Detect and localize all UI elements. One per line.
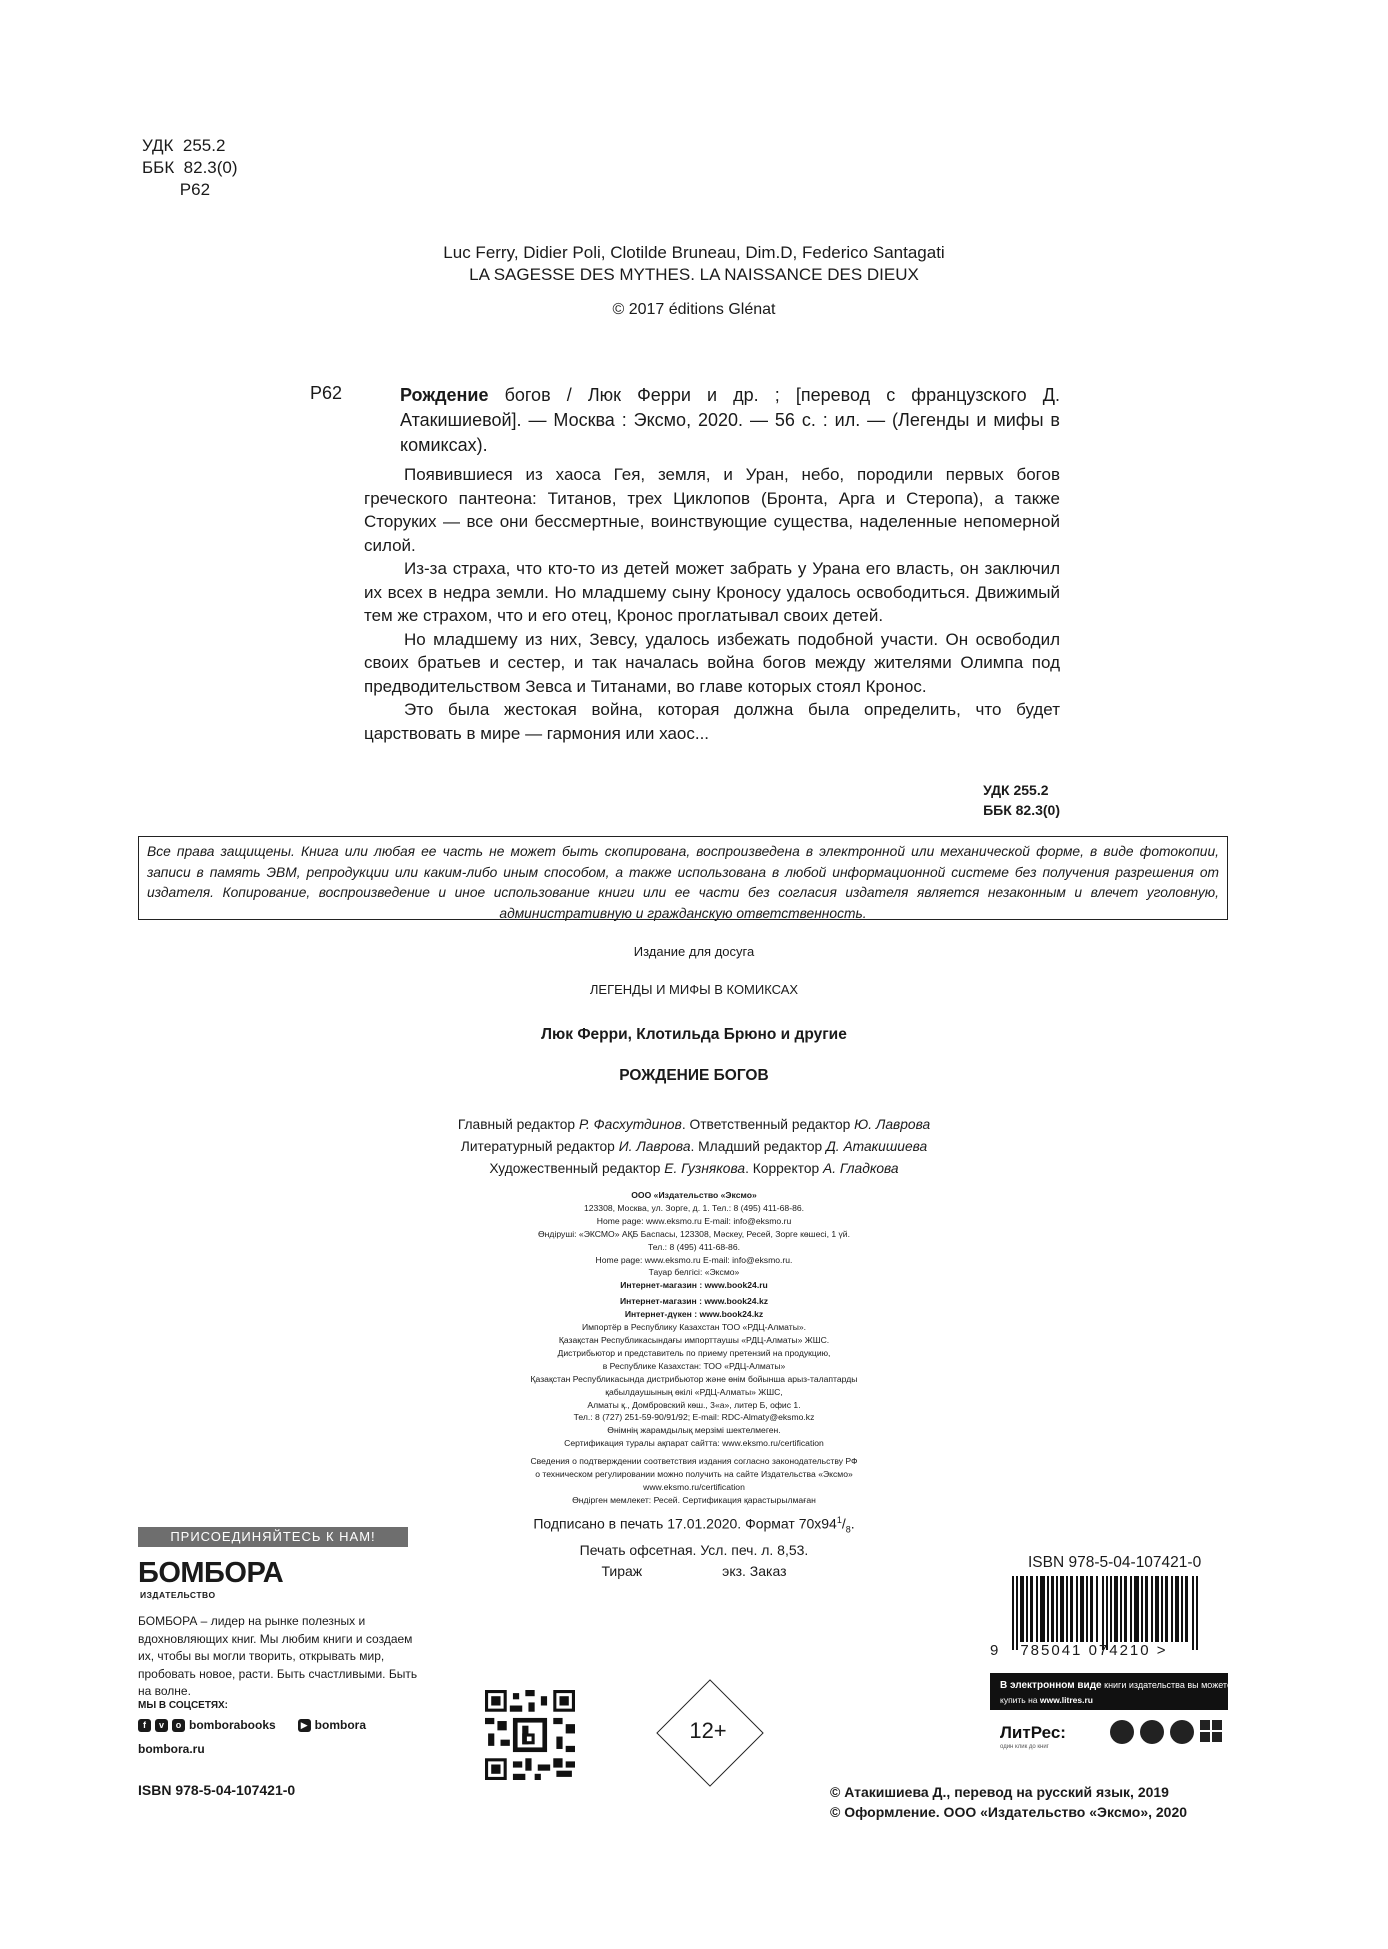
leisure-label: Издание для досуга — [633, 944, 755, 959]
litres-tagline: один клик до книг — [1000, 1744, 1049, 1750]
publisher-line: Тел.: 8 (495) 411-68-86. — [648, 1241, 740, 1252]
litres-line2: купить на www.litres.ru — [1000, 1695, 1093, 1705]
publisher-line: Интернет-магазин : www.book24.ru — [620, 1280, 768, 1291]
annotation-paragraph: Но младшему из них, Зевсу, удалось избежать подобной участи. Он освободил своих братьев и сестер, и так началась война богов между жителями Олимпа под предводительством Зевса и Титанами, во главе которых стоял Кронос. — [364, 629, 1060, 696]
apple-icon — [1110, 1720, 1134, 1744]
annotation — [364, 463, 1060, 745]
udk-block — [142, 135, 238, 201]
social-handle: bomborabooks — [189, 1718, 276, 1732]
book-authors: Люк Ферри, Клотильда Брюно и другие — [541, 1026, 847, 1043]
publisher-line: Импортёр в Республику Казахстан ТОО «РДЦ-Алматы». — [581, 1322, 807, 1333]
publisher-line: Интернет-магазин : www.book24.kz — [619, 1296, 769, 1307]
editors — [0, 1114, 1388, 1180]
publisher-line: Алматы қ., Домбровский көш., 3«а», литер Б, офис 1. — [587, 1399, 801, 1410]
publisher-line: www.eksmo.ru/certification — [643, 1481, 745, 1492]
original-title: LA SAGESSE DES MYTHES. LA NAISSANCE DES DIEUX — [469, 265, 919, 284]
series-name: ЛЕГЕНДЫ И МИФЫ В КОМИКСАХ — [589, 982, 799, 997]
join-banner: ПРИСОЕДИНЯЙТЕСЬ К НАМ! — [138, 1527, 408, 1547]
editors-line: Литературный редактор И. Лаврова. Младший редактор Д. Атакишиева — [460, 1139, 928, 1154]
social-handle: bombora — [314, 1718, 367, 1732]
publisher-line: Өндіруші: «ЭКСМО» АҚБ Баспасы, 123308, Мәскеу, Ресей, Зорге көшесі, 1 үй. — [538, 1228, 850, 1239]
publisher-line: Home page: www.eksmo.ru E-mail: info@eksmo.ru. — [595, 1254, 793, 1265]
publisher-line: Қазақстан Республикасындағы импорттаушы «РДЦ-Алматы» ЖШС. — [558, 1334, 830, 1345]
translation-copyright — [830, 1782, 1187, 1822]
social-heading: МЫ В СОЦСЕТЯХ: — [138, 1700, 229, 1711]
vk-icon: v — [155, 1719, 168, 1732]
editors-line: Главный редактор Р. Фасхутдинов. Ответственный редактор Ю. Лаврова — [457, 1117, 931, 1132]
publisher-line: Тел.: 8 (727) 251-59-90/91/92; E-mail: RDC-Almaty@eksmo.kz — [573, 1412, 815, 1423]
udk-code: УДК 255.2 — [142, 136, 226, 155]
udk-right — [983, 780, 1060, 820]
bombora-logo: БОМБОРА — [138, 1557, 284, 1589]
annotation-paragraph: Появившиеся из хаоса Гея, земля, и Уран, небо, породили первых богов греческого пантеона: Титанов, трех Циклопов (Бронта, Арга и Стеропа), а также Сторуких — все они бессмертные, воинствующие существа, наделенные непомерной силой. — [364, 465, 1060, 555]
publisher-line: в Республике Казахстан: ТОО «РДЦ-Алматы» — [602, 1360, 786, 1371]
copyright-line: © Оформление. ООО «Издательство «Эксмо», 2020 — [830, 1804, 1188, 1820]
publisher-line: Сертификация туралы ақпарат сайтта: www.eksmo.ru/certification — [564, 1438, 824, 1449]
print-signed: Подписано в печать 17.01.2020. Формат $70x94^1/_8$. — [533, 1515, 855, 1535]
publisher-line: 123308, Москва, ул. Зорге, д. 1. Тел.: 8 (495) 411-68-86. — [583, 1202, 805, 1213]
rights-notice: Все права защищены. Книга или любая ее часть не может быть скопирована, воспроизведена в электронной или механической форме, в виде фотокопии, записи в память ЭВМ, репродукции или каким-либо иным способом, а также использована в любой информационной системе без получения разрешения от издателя. Копирование, воспроизведение и иное использование книги или ее части без согласия издателя является незаконным и влечет уголовную, административную и гражданскую ответственность. — [138, 836, 1228, 920]
publisher-line: ООО «Издательство «Эксмо» — [631, 1190, 757, 1200]
publisher-line: Home page: www.eksmo.ru E-mail: info@eksmo.ru — [596, 1215, 792, 1226]
windows-icon — [1200, 1720, 1224, 1744]
publisher-line: Өнімнің жарамдылық мерзімі шектелмеген. — [607, 1425, 781, 1436]
publisher-line: Интернет-дүкен : www.book24.kz — [624, 1309, 764, 1320]
publisher-line: Сведения о подтверждении соответствия издания согласно законодательству РФ — [530, 1456, 858, 1467]
qr-code — [485, 1690, 575, 1780]
publisher-line: қабылдаушының өкілі «РДЦ-Алматы» ЖШС, — [605, 1386, 783, 1397]
bbk-code: ББК 82.3(0) — [142, 158, 238, 177]
print-run: Тираж экз. Заказ — [601, 1563, 787, 1580]
bombora-site: bombora.ru — [138, 1742, 205, 1756]
udk-right-udk: УДК 255.2 — [983, 782, 1049, 798]
editors-line: Художественный редактор Е. Гузнякова. Корректор А. Гладкова — [489, 1161, 899, 1176]
litres-block — [990, 1673, 1232, 1769]
publisher-line: о техническом регулировании можно получить на сайте Издательства «Эксмо» — [535, 1469, 853, 1480]
author-sign: Р62 — [142, 180, 211, 199]
biblio-record — [400, 383, 1060, 458]
biblio-title: Рождение — [400, 385, 489, 405]
bombora-about: БОМБОРА – лидер на рынке полезных и вдохновляющих книг. Мы любим книги и создаем их, чтобы вы могли творить, открывать мир, пробовать новое, расти. Быть счастливыми. Быть на волне. — [138, 1614, 418, 1698]
publisher-line: Дистрибьютор и представитель по приему претензий на продукцию, — [557, 1347, 831, 1358]
age-rating: 12+ — [689, 1718, 727, 1743]
copyright-line: © Атакишиева Д., перевод на русский язык, 2019 — [830, 1784, 1169, 1800]
barcode — [998, 1576, 1218, 1650]
litres-line1: В электронном виде книги издательства вы можете — [1000, 1680, 1232, 1691]
publisher-line: Өндірген мемлекет: Ресей. Сертификация қарастырылмаған — [572, 1494, 816, 1505]
isbn-left: ISBN 978-5-04-107421-0 — [138, 1782, 296, 1798]
book-title: РОЖДЕНИЕ БОГОВ — [619, 1067, 769, 1084]
facebook-icon: f — [138, 1719, 151, 1732]
social-links — [138, 1718, 366, 1732]
litres-logo: ЛитРес: — [1000, 1723, 1066, 1742]
print-offset: Печать офсетная. Усл. печ. л. 8,53. — [579, 1542, 809, 1559]
annotation-paragraph: Из-за страха, что кто-то из детей может забрать у Урана его власть, он заключил их всех в недра земли. Но младшему сыну Кроносу удалось освободиться. Движимый тем же страхом, что и его отец, Кронос проглатывал своих детей. — [364, 559, 1060, 625]
bombora-logo-sub: ИЗДАТЕЛЬСТВО — [140, 1590, 216, 1600]
annotation-paragraph: Это была жестокая война, которая должна была определить, что будет царствовать в мире — гармония или хаос... — [364, 700, 1060, 743]
publisher-line: Қазақстан Республикасында дистрибьютор және өнім бойынша арыз-талаптарды — [530, 1373, 858, 1384]
biblio-rest: богов / Люк Ферри и др. ; [перевод с французского Д. Атакишиевой]. — Москва : Эксмо, 2020. — 56 с. : ил. — (Легенды и мифы в комиксах). — [400, 385, 1060, 455]
udk-right-bbk: ББК 82.3(0) — [983, 802, 1060, 818]
barcode-number: 9 785041 074210 > — [990, 1642, 1168, 1659]
android-icon — [1140, 1720, 1164, 1744]
instagram-icon: o — [172, 1719, 185, 1732]
chrome-icon — [1170, 1720, 1194, 1744]
publisher-line: Тауар белгісі: «Эксмо» — [648, 1267, 740, 1278]
original-copyright: © 2017 éditions Glénat — [612, 301, 776, 318]
isbn-right: ISBN 978-5-04-107421-0 — [1028, 1554, 1202, 1571]
publisher-info — [0, 1189, 1388, 1507]
original-edition — [0, 242, 1388, 321]
original-authors: Luc Ferry, Didier Poli, Clotilde Bruneau, Dim.D, Federico Santagati — [443, 243, 945, 262]
youtube-icon: ▶ — [298, 1719, 311, 1732]
biblio-code: Р62 — [310, 383, 343, 403]
